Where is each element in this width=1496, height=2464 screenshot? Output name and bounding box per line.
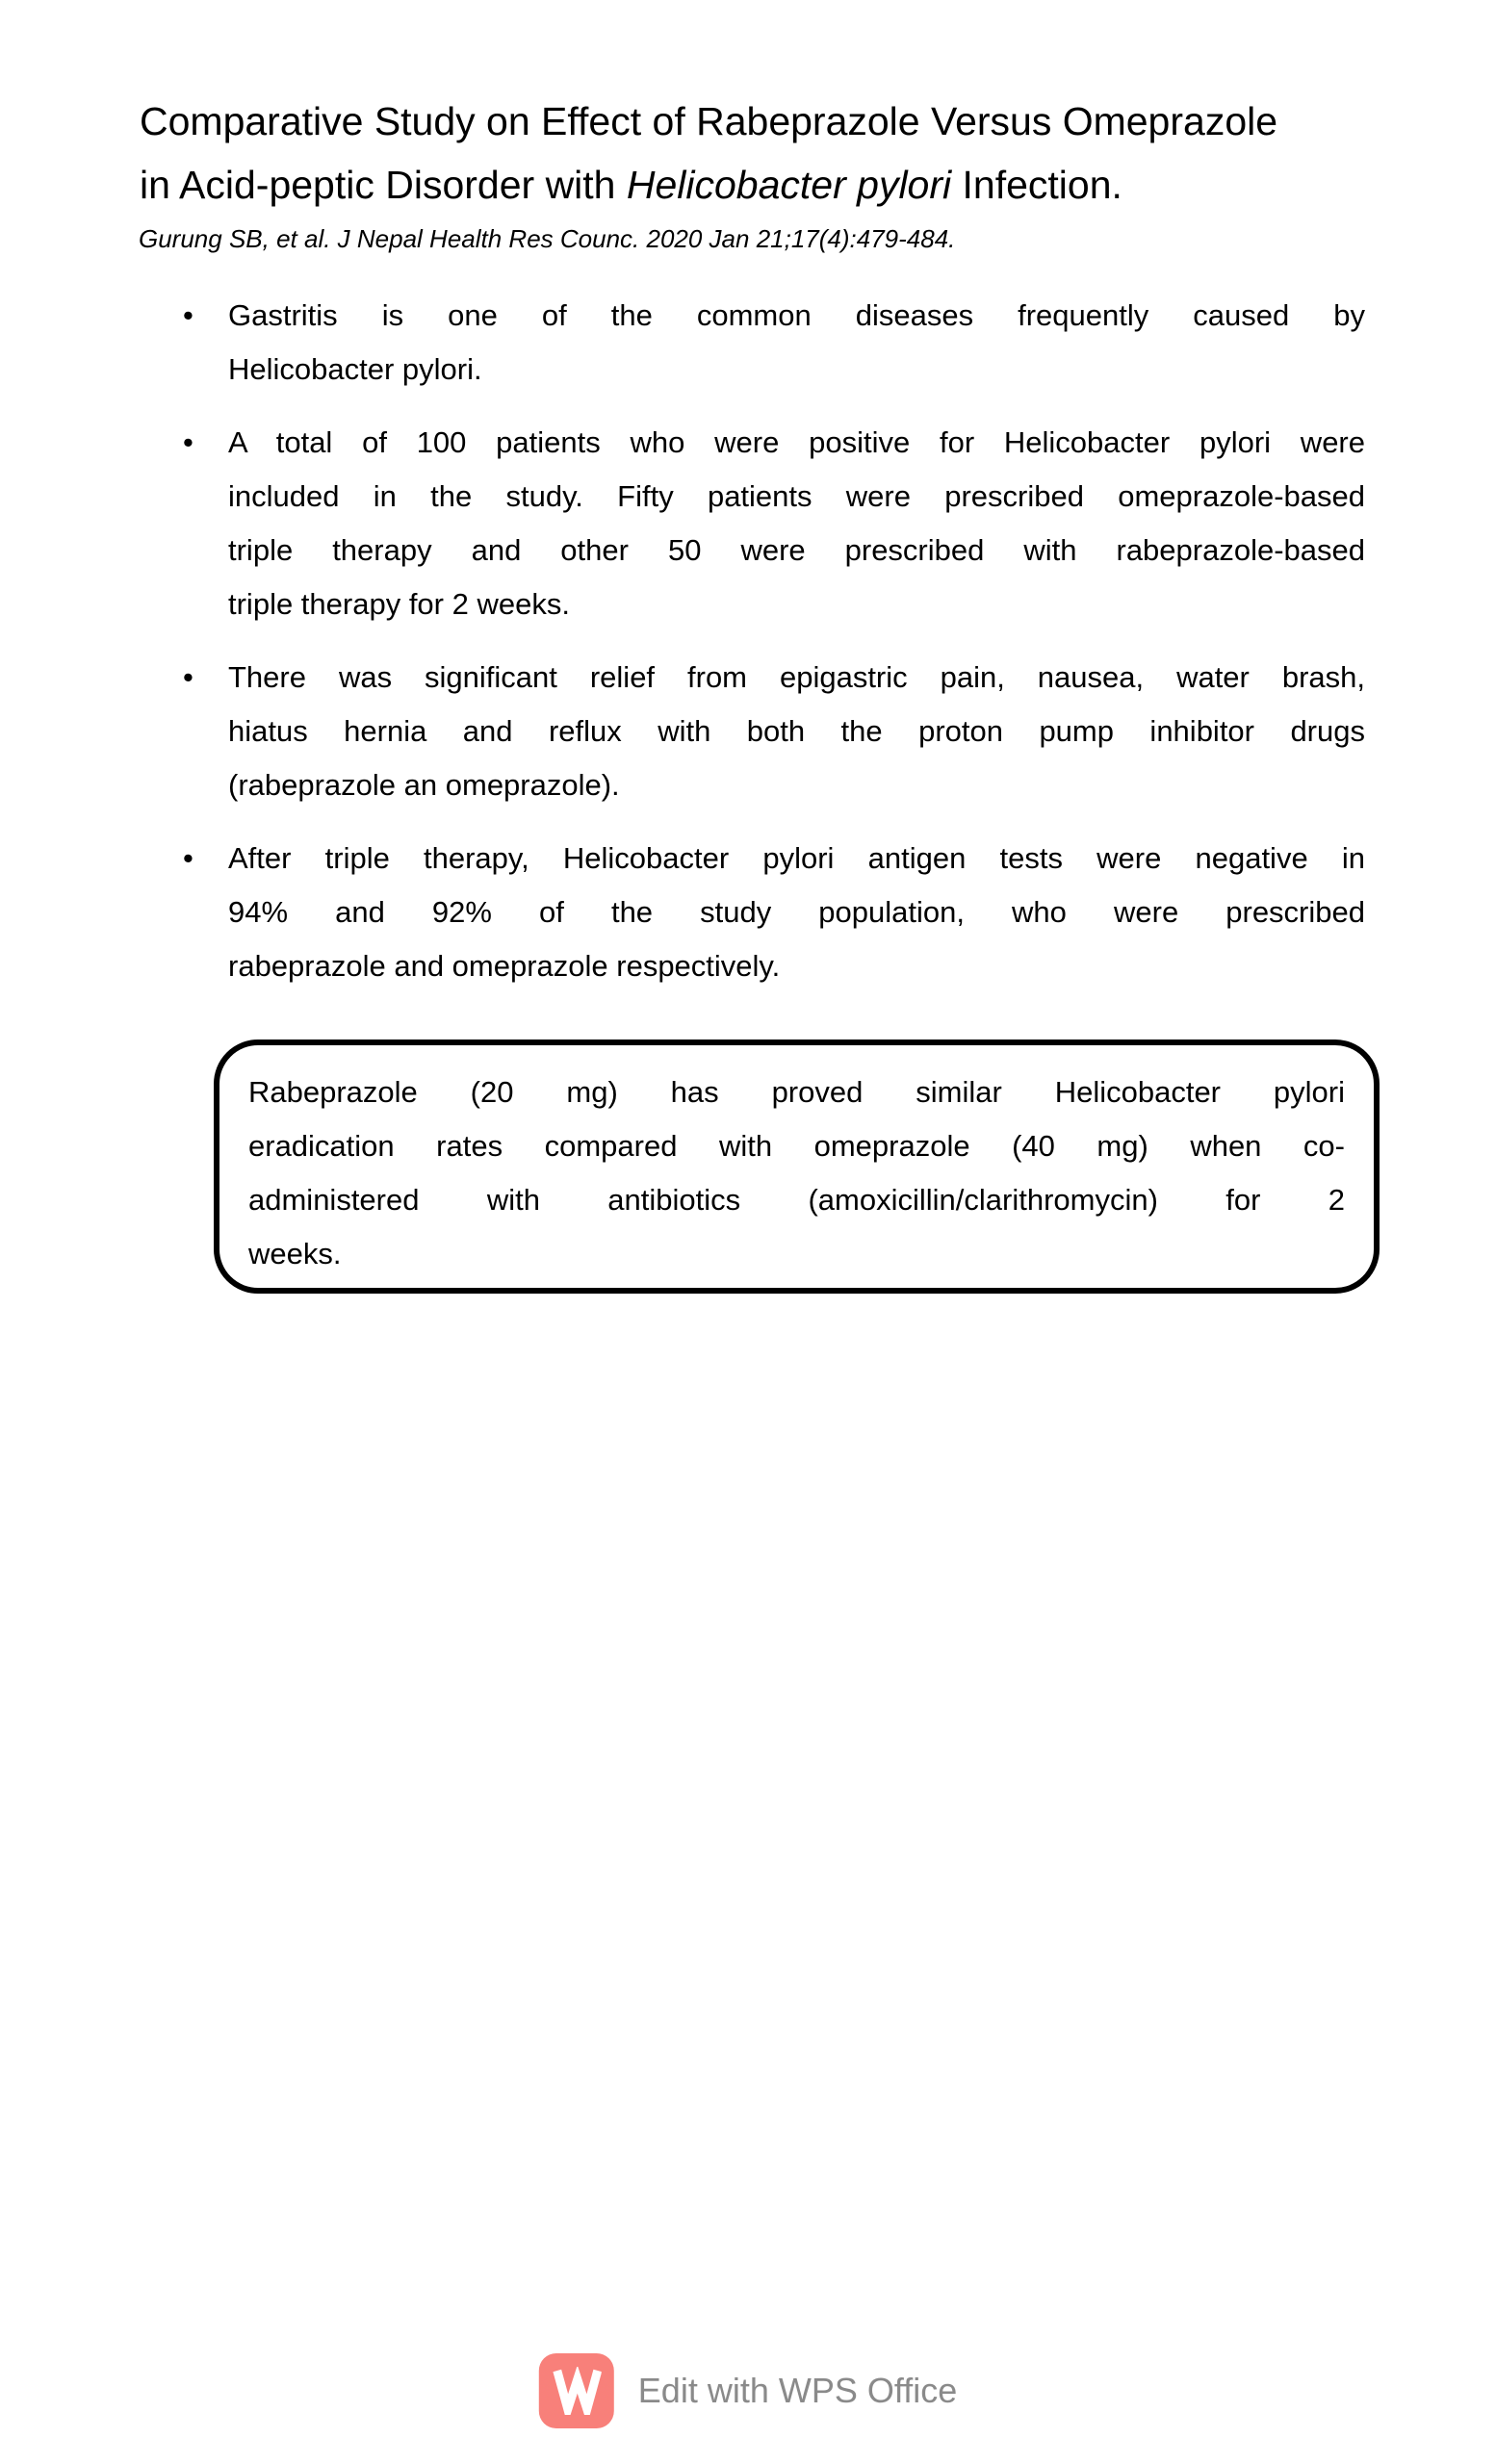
- document-title: [140, 90, 1391, 217]
- bullet-dot-icon: •: [183, 841, 193, 875]
- title-line-2: [140, 153, 1391, 217]
- text-line: 94% and 92% of the study population, who were prescribed: [228, 895, 1365, 929]
- bullet-dot-icon: •: [183, 660, 193, 694]
- text-line: Rabeprazole (20 mg) has proved similar Helicobacter pylori: [248, 1075, 1345, 1109]
- bullet-item: [183, 651, 1365, 812]
- text-line: There was significant relief from epigastric pain, nausea, water brash,: [228, 660, 1365, 694]
- text-line: triple therapy and other 50 were prescribed with rabeprazole-based: [228, 533, 1365, 567]
- edit-with-wps-button[interactable]: [539, 2353, 957, 2428]
- bullet-list: [183, 289, 1365, 1013]
- title-line2-post: Infection.: [951, 163, 1122, 207]
- title-line2-pre: in Acid-peptic Disorder with: [140, 163, 627, 207]
- bullet-item: [183, 832, 1365, 993]
- bullet-dot-icon: •: [183, 425, 193, 459]
- bullet-item: [183, 416, 1365, 631]
- text-line: Gastritis is one of the common diseases frequently caused by: [228, 298, 1365, 332]
- text-line: (rabeprazole an omeprazole).: [228, 768, 620, 802]
- text-line: weeks.: [248, 1237, 342, 1270]
- text-line: included in the study. Fifty patients were prescribed omeprazole-based: [228, 479, 1365, 513]
- text-line: administered with antibiotics (amoxicillin/clarithromycin) for 2: [248, 1183, 1345, 1217]
- conclusion-box: [214, 1040, 1380, 1294]
- title-line-1: Comparative Study on Effect of Rabeprazole Versus Omeprazole: [140, 99, 1278, 143]
- citation: Gurung SB, et al. J Nepal Health Res Counc. 2020 Jan 21;17(4):479-484.: [139, 224, 956, 253]
- text-line: triple therapy for 2 weeks.: [228, 587, 570, 621]
- edit-with-wps-label: Edit with WPS Office: [637, 2371, 958, 2410]
- text-line: After triple therapy, Helicobacter pylori antigen tests were negative in: [228, 841, 1365, 875]
- text-line: hiatus hernia and reflux with both the proton pump inhibitor drugs: [228, 714, 1365, 748]
- text-line: eradication rates compared with omeprazole (40 mg) when co-: [248, 1129, 1345, 1163]
- wps-logo-icon: [539, 2353, 614, 2428]
- title-line2-italic: Helicobacter pylori: [626, 163, 952, 207]
- bullet-dot-icon: •: [183, 298, 193, 332]
- text-line: A total of 100 patients who were positive for Helicobacter pylori were: [228, 425, 1365, 459]
- bullet-item: [183, 289, 1365, 397]
- text-line: rabeprazole and omeprazole respectively.: [228, 949, 781, 983]
- text-line: Helicobacter pylori.: [228, 352, 482, 386]
